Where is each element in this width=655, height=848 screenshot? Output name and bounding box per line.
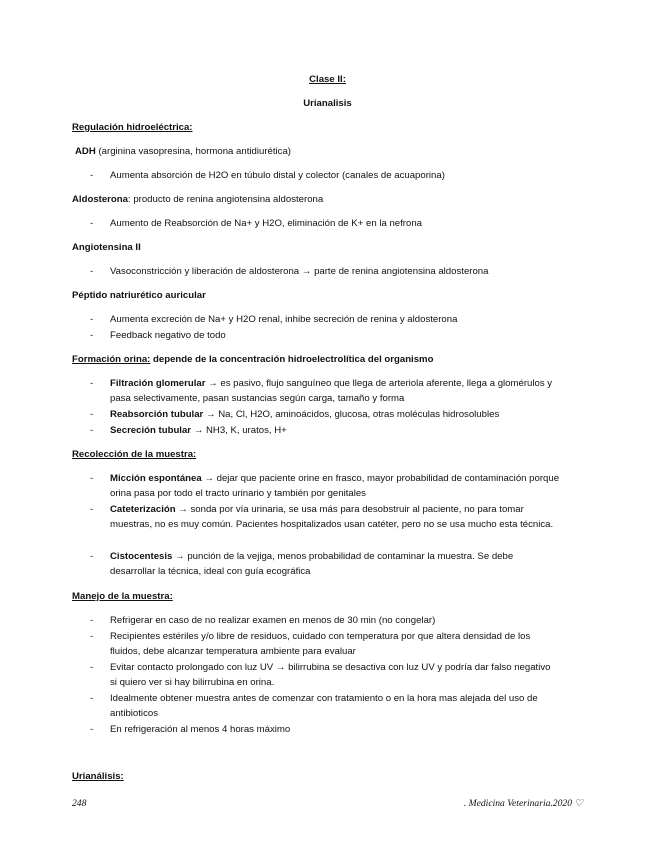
list-item-text: Evitar contacto prolongado con luz UV → bilirrubina se desactiva con luz UV y podría dar falso negativo si quiero ver si hay bilirrubina en orina. [110, 662, 551, 688]
formacion-heading-desc: depende de la concentración hidroelectrolítica del organismo [150, 354, 434, 365]
page-title: Clase II: [309, 74, 346, 85]
list-item-text: Recipientes estériles y/o libre de residuos, cuidado con temperatura por que altera densidad de los fluidos, debe alcanzar temperatura ambiente para evaluar [110, 631, 531, 657]
list-item-text: Feedback negativo de todo [110, 330, 226, 341]
angiotensina-term: Angiotensina II [72, 242, 141, 253]
list-item-text: Aumenta excreción de Na+ y H2O renal, inhibe secreción de renina y aldosterona [110, 314, 458, 325]
list-item: - Aumento de Reabsorción de Na+ y H2O, eliminación de K+ en la nefrona [90, 216, 560, 231]
list-item-term: Filtración glomerular [110, 378, 206, 389]
aldosterona-term: Aldosterona [72, 194, 128, 205]
list-item: - Idealmente obtener muestra antes de comenzar con tratamiento o en la hora mas alejada del uso de antibioticos [90, 691, 560, 721]
list-item: - Evitar contacto prolongado con luz UV → bilirrubina se desactiva con luz UV y podría dar falso negativo si quiero ver si hay bilirrubina en orina. [90, 660, 560, 690]
list-item-term: Cateterización [110, 504, 176, 515]
list-item: - Vasoconstricción y liberación de aldosterona → parte de renina angiotensina aldosterona [90, 264, 560, 279]
section-heading-regulacion: Regulación hidroeléctrica: [72, 122, 193, 133]
list-item-text: → es pasivo, flujo sanguíneo que llega de arteriola aferente, llega a glomérulos y pasa selectivamente, pasan sustancias según carga, tamaño y forma [110, 378, 553, 404]
aldosterona-line [72, 192, 323, 207]
list-item-text: Aumenta absorción de H2O en túbulo distal y colector (canales de acuaporina) [110, 170, 445, 181]
adh-desc: (arginina vasopresina, hormona antidiurética) [95, 146, 291, 157]
list-item-text: Refrigerar en caso de no realizar examen en menos de 30 min (no congelar) [110, 615, 436, 626]
list-item: - Reabsorción tubular → Na, Cl, H2O, aminoácidos, glucosa, otras moléculas hidrosolubles [90, 409, 500, 420]
list-item-term: Cistocentesis [110, 551, 173, 562]
list-item: - Filtración glomerular → es pasivo, flujo sanguíneo que llega de arteriola aferente, llega a glomérulos y pasa selectivamente, pasan sustancias según carga, tamaño y forma [90, 378, 553, 404]
list-item: - En refrigeración al menos 4 horas máximo [90, 722, 560, 737]
list-item-text: En refrigeración al menos 4 horas máximo [110, 724, 291, 735]
formacion-heading-label: Formación orina: [72, 354, 151, 365]
list-item: - Refrigerar en caso de no realizar examen en menos de 30 min (no congelar) [90, 613, 560, 628]
list-item-text: → dejar que paciente orine en frasco, mayor probabilidad de contaminación porque orina pasa por todo el tracto urinario y también por genitales [110, 473, 560, 499]
list-item-text: Vasoconstricción y liberación de aldosterona → parte de renina angiotensina aldosterona [110, 266, 489, 277]
adh-term: ADH [75, 146, 96, 157]
list-item: - Feedback negativo de todo [90, 328, 560, 343]
list-item-text: → Na, Cl, H2O, aminoácidos, glucosa, otras moléculas hidrosolubles [203, 409, 500, 420]
list-item: - Aumenta absorción de H2O en túbulo distal y colector (canales de acuaporina) [90, 168, 560, 183]
page-subtitle: Urianalisis [303, 98, 352, 109]
adh-line [75, 144, 291, 159]
aldosterona-desc: : producto de renina angiotensina aldosterona [127, 194, 324, 205]
list-item-text: → punción de la vejiga, menos probabilidad de contaminar la muestra. Se debe desarrollar la técnica, ideal con guía ecográfica [110, 551, 514, 577]
list-item: - Micción espontánea → dejar que paciente orine en frasco, mayor probabilidad de contaminación porque orina pasa por todo el tracto urinario y también por genitales [90, 473, 560, 499]
page-number: 248 [72, 798, 87, 809]
list-item: - Aumenta excreción de Na+ y H2O renal, inhibe secreción de renina y aldosterona [90, 312, 560, 327]
peptido-term: Péptido natriurético auricular [72, 290, 206, 301]
list-item-term: Secreción tubular [110, 425, 192, 436]
list-item-text: → sonda por vía urinaria, se usa más para desobstruir al paciente, no para tomar muestras, no es muy común. Pacientes hospitalizados usan catéter, pero no se usa mucho esta técnica. [110, 504, 554, 530]
section-heading-recoleccion: Recolección de la muestra: [72, 449, 197, 460]
list-item-term: Reabsorción tubular [110, 409, 204, 420]
section-heading-urianalisis: Urianálisis: [72, 771, 124, 782]
list-item: - Cateterización → sonda por vía urinaria, se usa más para desobstruir al paciente, no para tomar muestras, no es muy común. Pacientes hospitalizados usan catéter, pero no se usa mucho esta técnica. [90, 504, 554, 530]
footer-text: . Medicina Veterinaria.2020 ♡ [463, 798, 583, 809]
section-heading-manejo: Manejo de la muestra: [72, 591, 173, 602]
list-item-text: Idealmente obtener muestra antes de comenzar con tratamiento o en la hora mas alejada del uso de antibioticos [110, 693, 538, 719]
list-item: - Recipientes estériles y/o libre de residuos, cuidado con temperatura por que altera densidad de los fluidos, debe alcanzar temperatura ambiente para evaluar [90, 629, 560, 659]
list-item-text: Aumento de Reabsorción de Na+ y H2O, eliminación de K+ en la nefrona [110, 218, 422, 229]
list-item-text: → NH3, K, uratos, H+ [191, 425, 287, 436]
list-item: - Secreción tubular → NH3, K, uratos, H+ [90, 425, 287, 436]
list-item: - Cistocentesis → punción de la vejiga, menos probabilidad de contaminar la muestra. Se debe desarrollar la técnica, ideal con guía ecográfica [90, 551, 514, 577]
section-heading-formacion [72, 352, 433, 367]
list-item-term: Micción espontánea [110, 473, 202, 484]
